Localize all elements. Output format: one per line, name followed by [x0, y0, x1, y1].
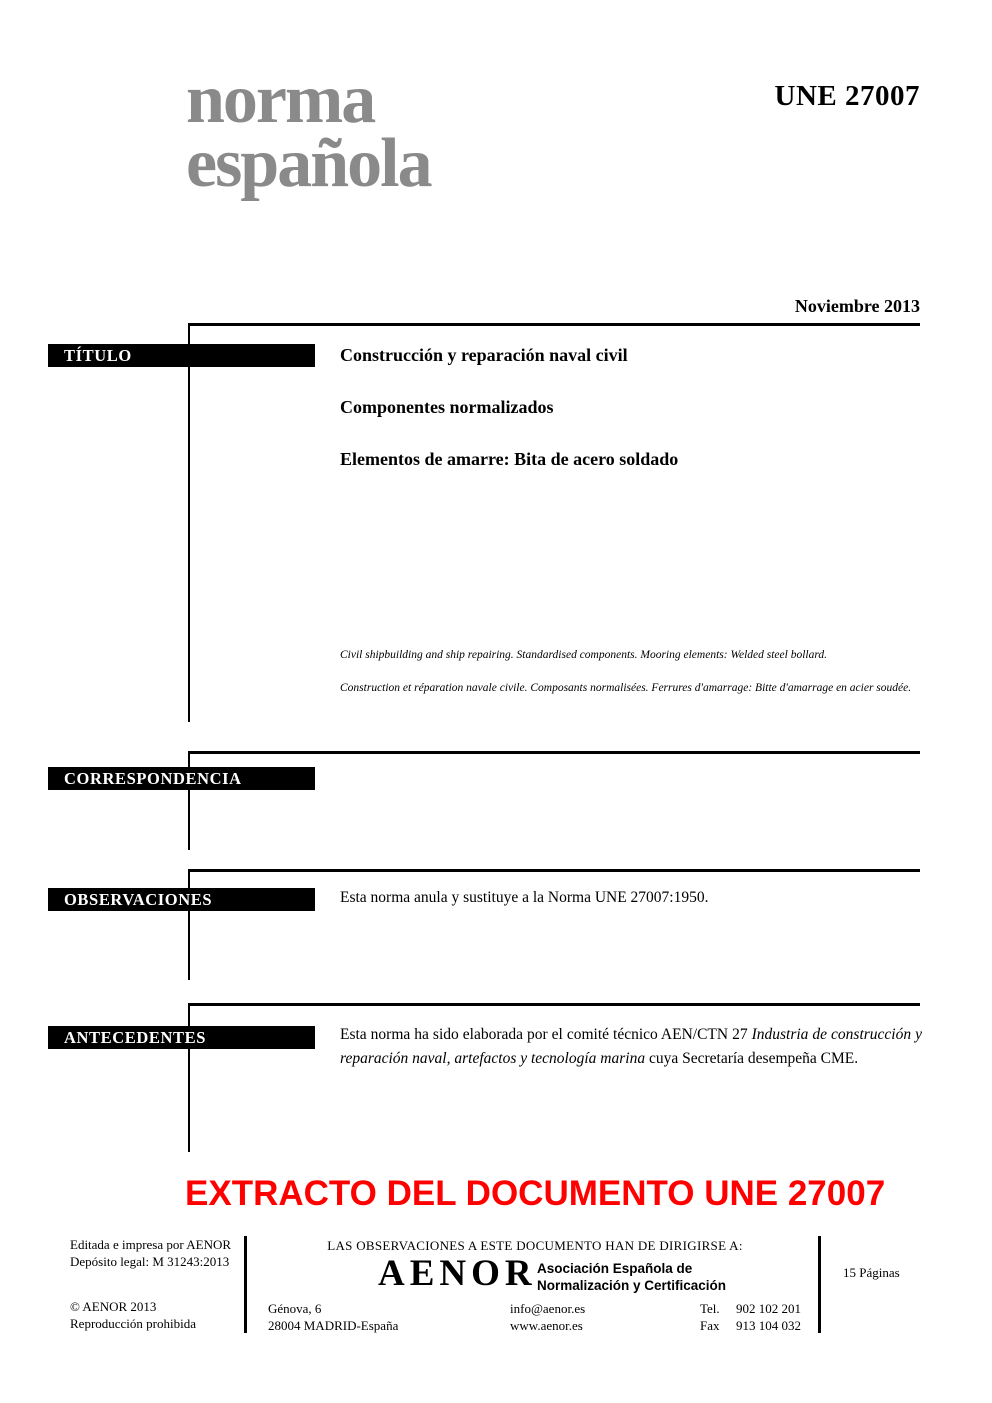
footer-tel-row — [700, 1300, 801, 1317]
title-line-3: Elementos de amarre: Bita de acero soldado — [340, 449, 679, 469]
correspondencia-label-text: CORRESPONDENCIA — [64, 768, 242, 788]
logo-line-espanola: española — [186, 125, 431, 202]
titulo-label-text: TÍTULO — [64, 345, 132, 365]
footer-fax-label: Fax — [700, 1318, 720, 1333]
footer-page-count: 15 Páginas — [843, 1265, 900, 1280]
aenor-desc-line-2: Normalización y Certificación — [537, 1278, 727, 1293]
french-title-note: Construction et réparation navale civile. Composants normalisées. Ferrures d'amarrage: Bitte d'amarrage en acier soudée. — [340, 682, 912, 694]
titulo-section-label — [48, 344, 315, 367]
standard-code: UNE 27007 — [774, 80, 920, 112]
publication-date: Noviembre 2013 — [794, 296, 920, 316]
footer-website: www.aenor.es — [510, 1318, 583, 1333]
titulo-left-rule — [188, 323, 190, 722]
norma-espanola-logo — [186, 61, 431, 202]
footer-phone-block — [700, 1300, 801, 1334]
antecedentes-top-rule — [188, 1003, 920, 1006]
extracto-heading: EXTRACTO DEL DOCUMENTO UNE 27007 — [185, 1174, 886, 1213]
correspondencia-left-rule — [188, 751, 190, 850]
antecedentes-section-label — [48, 1026, 315, 1049]
english-title-note: Civil shipbuilding and ship repairing. Standardised components. Mooring elements: Welded steel bollard. — [340, 649, 828, 661]
correspondencia-top-rule — [188, 751, 920, 754]
footer-observations-notice: LAS OBSERVACIONES A ESTE DOCUMENTO HAN DE DIRIGIRSE A: — [327, 1238, 743, 1253]
footer-fax-value: 913 104 032 — [736, 1318, 801, 1333]
footer-tel-label: Tel. — [700, 1301, 720, 1316]
title-line-1: Construcción y reparación naval civil — [340, 345, 628, 365]
logo-line-norma: norma — [186, 61, 375, 138]
footer-edited-by: Editada e impresa por AENOR — [70, 1237, 232, 1252]
footer-tel-value: 902 102 201 — [736, 1301, 801, 1316]
antecedentes-text-before: Esta norma ha sido elaborada por el comité técnico AEN/CTN 27 — [340, 1026, 752, 1043]
antecedentes-label-text: ANTECEDENTES — [64, 1027, 206, 1047]
footer-left-divider — [244, 1236, 247, 1333]
footer-address-block — [268, 1300, 398, 1334]
footer-copyright: © AENOR 2013 — [70, 1299, 157, 1314]
antecedentes-text-after: cuya Secretaría desempeña CME. — [645, 1050, 859, 1067]
footer-email: info@aenor.es — [510, 1301, 586, 1316]
footer-address-street: Génova, 6 — [268, 1301, 322, 1316]
observaciones-top-rule — [188, 869, 920, 872]
footer-address-city: 28004 MADRID-España — [268, 1318, 399, 1333]
observaciones-section-label — [48, 888, 315, 911]
observaciones-text: Esta norma anula y sustituye a la Norma UNE 27007:1950. — [340, 889, 709, 906]
footer-edition-block — [70, 1236, 231, 1270]
footer-reproduction-notice: Reproducción prohibida — [70, 1316, 196, 1331]
footer-contact-block — [510, 1300, 585, 1334]
title-line-2: Componentes normalizados — [340, 397, 554, 417]
antecedentes-text — [340, 1023, 922, 1071]
footer-deposito-legal: Depósito legal: M 31243:2013 — [70, 1254, 230, 1269]
footer-fax-row — [700, 1317, 801, 1334]
correspondencia-section-label — [48, 767, 315, 790]
titulo-top-rule — [188, 323, 920, 326]
aenor-logo: AENOR — [378, 1253, 537, 1294]
aenor-desc-line-1: Asociación Española de — [537, 1261, 693, 1276]
antecedentes-text-italic: Industria de construcción y reparación naval, artefactos y tecnología marina — [340, 1026, 922, 1067]
observaciones-label-text: OBSERVACIONES — [64, 889, 213, 909]
aenor-association-name — [537, 1260, 726, 1294]
observaciones-left-rule — [188, 869, 190, 980]
footer-copyright-block — [70, 1298, 196, 1332]
footer-right-divider — [818, 1236, 821, 1333]
